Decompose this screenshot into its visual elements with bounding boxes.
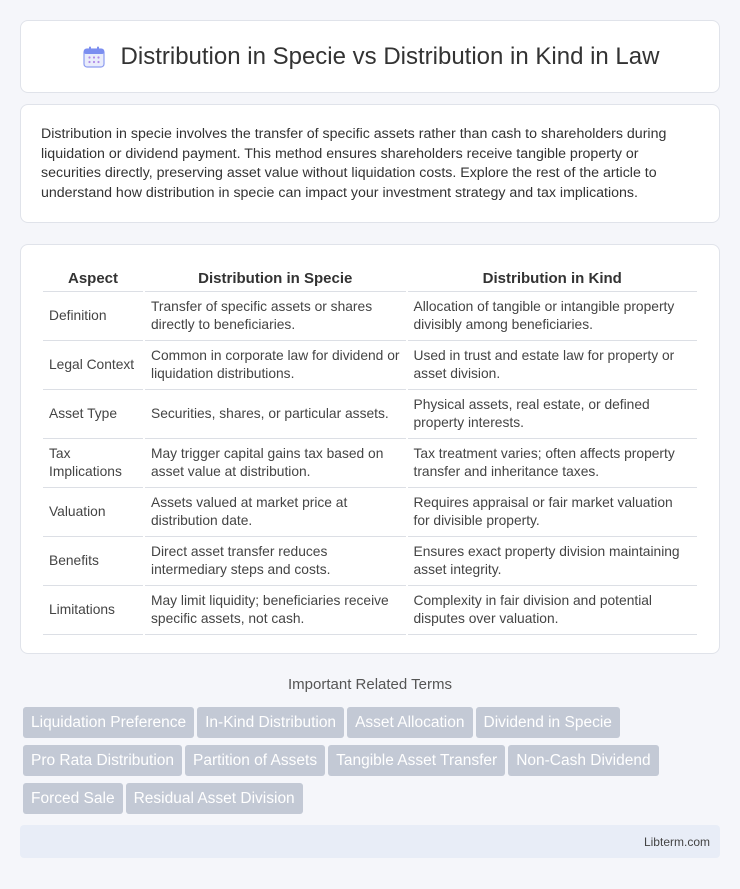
table-row — [43, 390, 697, 439]
table-row — [43, 488, 697, 537]
table-row — [43, 586, 697, 635]
table-cell-specie: Common in corporate law for dividend or liquidation distributions. — [145, 341, 406, 390]
comparison-table — [41, 265, 699, 635]
related-term-tag[interactable]: Liquidation Preference — [23, 707, 194, 738]
related-term-tag[interactable]: Residual Asset Division — [126, 783, 303, 814]
related-terms-title: Important Related Terms — [288, 676, 452, 693]
table-cell-kind: Requires appraisal or fair market valuation for divisible property. — [408, 488, 698, 537]
related-term-tag[interactable]: Pro Rata Distribution — [23, 745, 182, 776]
table-cell-kind: Ensures exact property division maintaining asset integrity. — [408, 537, 698, 586]
related-term-tag[interactable]: Partition of Assets — [185, 745, 325, 776]
table-header-row — [43, 265, 697, 292]
related-term-tag[interactable]: Non-Cash Dividend — [508, 745, 658, 776]
comparison-table-card — [20, 244, 720, 654]
table-cell-specie: Transfer of specific assets or shares directly to beneficiaries. — [145, 292, 406, 341]
calendar-icon — [81, 44, 107, 70]
table-row — [43, 341, 697, 390]
table-row — [43, 537, 697, 586]
table-cell-aspect: Valuation — [43, 488, 143, 537]
footer-brand-link[interactable]: Libterm.com — [643, 834, 710, 849]
table-cell-kind: Tax treatment varies; often affects property transfer and inheritance taxes. — [408, 439, 698, 488]
table-cell-kind: Used in trust and estate law for property or asset division. — [408, 341, 698, 390]
header-card — [20, 20, 720, 93]
footer — [20, 825, 720, 858]
page-title: Distribution in Specie vs Distribution in Kind in Law — [120, 42, 660, 70]
intro-card — [20, 104, 720, 223]
table-cell-specie: Securities, shares, or particular assets. — [145, 390, 406, 439]
column-header-specie: Distribution in Specie — [145, 265, 406, 292]
related-terms-list — [23, 707, 723, 821]
related-term-tag[interactable]: In-Kind Distribution — [197, 707, 344, 738]
table-cell-aspect: Asset Type — [43, 390, 143, 439]
table-cell-specie: Assets valued at market price at distribution date. — [145, 488, 406, 537]
related-term-tag[interactable]: Asset Allocation — [347, 707, 472, 738]
table-cell-specie: May trigger capital gains tax based on asset value at distribution. — [145, 439, 406, 488]
related-term-tag[interactable]: Forced Sale — [23, 783, 123, 814]
table-cell-kind: Physical assets, real estate, or defined property interests. — [408, 390, 698, 439]
related-term-tag[interactable]: Dividend in Specie — [476, 707, 620, 738]
table-cell-kind: Complexity in fair division and potential disputes over valuation. — [408, 586, 698, 635]
column-header-kind: Distribution in Kind — [408, 265, 698, 292]
table-cell-aspect: Legal Context — [43, 341, 143, 390]
column-header-aspect: Aspect — [43, 265, 143, 292]
table-cell-kind: Allocation of tangible or intangible property divisibly among beneficiaries. — [408, 292, 698, 341]
table-row — [43, 439, 697, 488]
table-cell-specie: Direct asset transfer reduces intermediary steps and costs. — [145, 537, 406, 586]
related-term-tag[interactable]: Tangible Asset Transfer — [328, 745, 505, 776]
intro-text: Distribution in specie involves the transfer of specific assets rather than cash to shareholders during liquidation or dividend payment. This method ensures shareholders receive tangible property or securities directly, preserving asset value without liquidation costs. Explore the rest of the article to understand how distribution in specie can impact your investment strategy and tax implications. — [41, 126, 667, 201]
table-row — [43, 292, 697, 341]
table-cell-aspect: Benefits — [43, 537, 143, 586]
table-cell-aspect: Definition — [43, 292, 143, 341]
table-cell-aspect: Limitations — [43, 586, 143, 635]
table-cell-aspect: Tax Implications — [43, 439, 143, 488]
table-cell-specie: May limit liquidity; beneficiaries receive specific assets, not cash. — [145, 586, 406, 635]
